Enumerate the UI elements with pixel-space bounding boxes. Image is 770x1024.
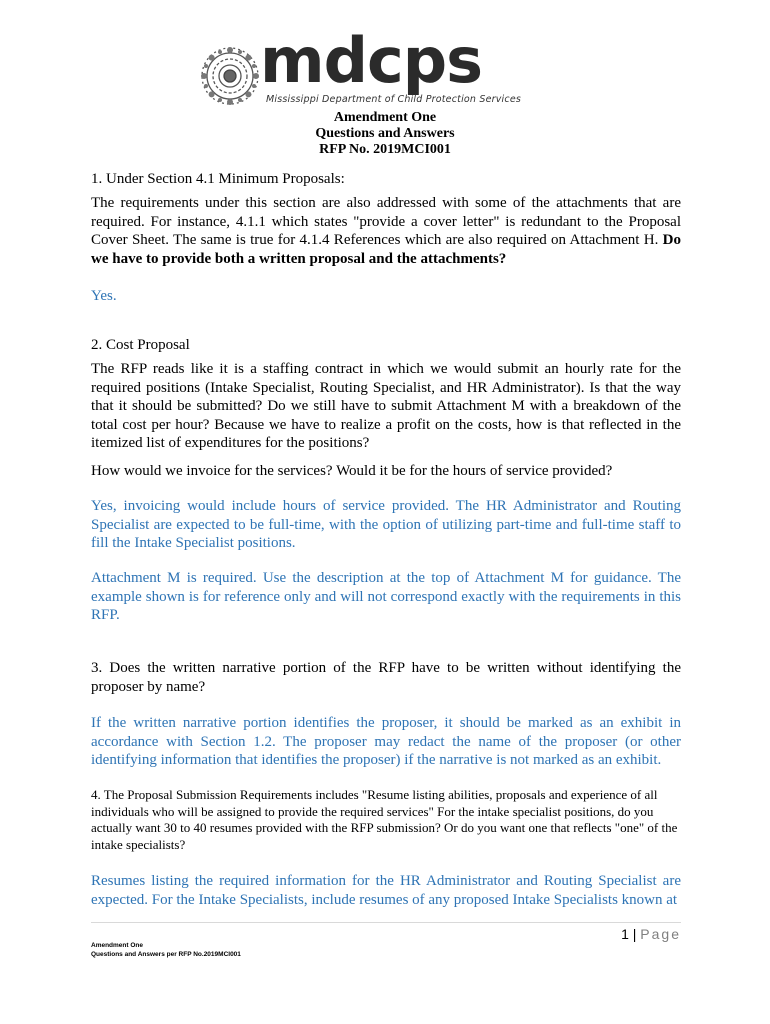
question-2-body: The RFP reads like it is a staffing contract in which we would submit an hourly rate for the required positions (Intake Specialist, Routing Specialist, and HR Administrator). Is that the way that it should be submitted? Do we still have to submit Attachment M with a breakdown of the total cost per hour? Because we have to realize a profit on the costs, how is that reflected in the itemized list of expenditures for the positions? [91, 361, 681, 451]
page-number [600, 926, 681, 942]
footer-text [91, 941, 241, 959]
footer-divider [91, 922, 681, 923]
page-number-value: 1 [621, 926, 629, 942]
page-label: Page [640, 926, 681, 942]
question-1-heading: 1. Under Section 4.1 Minimum Proposals: [91, 171, 345, 187]
question-2-invoice: How would we invoice for the services? Would it be for the hours of service provided? [91, 463, 613, 479]
question-2-heading: 2. Cost Proposal [91, 337, 190, 353]
question-1-bold-text: Do we have to provide both a written proposal and the attachments? [91, 232, 682, 267]
question-4: 4. The Proposal Submission Requirements includes "Resume listing abilities, proposals and experience of all individuals who will be assigned to provide the required services" For the intake specialist positions, do you actually want 30 to 40 resumes provided with the RFP submission? Or do you want one that reflects "one" of the intake specialists? [91, 787, 678, 852]
answer-3: If the written narrative portion identifies the proposer, it should be marked as an exhibit in accordance with Section 1.2. The proposer may redact the name of the proposer (or other identifying information that identifies the proposer) if the narrative is not marked as an exhibit. [91, 715, 681, 768]
mdcps-logo [198, 24, 578, 114]
header-rfp-number: RFP No. 2019MCI001 [319, 142, 451, 157]
logo-subtitle: Mississippi Department of Child Protection Services [266, 94, 522, 105]
question-1-body [91, 194, 681, 268]
ornamental-flower-icon [198, 44, 262, 108]
answer-2-invoicing: Yes, invoicing would include hours of service provided. The HR Administrator and Routing Specialist are expected to be full-time, with the option of utilizing part-time and full-time staff to fill the Intake Specialist positions. [91, 498, 681, 551]
question-1-text: The requirements under this section are also addressed with some of the attachments that are required. For instance, 4.1.1 which states "provide a cover letter" is redundant to the Proposal Cover Sheet. The same is true for 4.1.4 References which are also required on Attachment H. [91, 195, 681, 248]
header-subtitle: Questions and Answers [315, 126, 455, 141]
question-3: 3. Does the written narrative portion of the RFP have to be written without identifying the proposer by name? [91, 660, 681, 695]
footer-line-1: Amendment One [91, 942, 144, 949]
page-number-separator: | [632, 926, 637, 942]
answer-1: Yes. [91, 288, 117, 304]
header-title: Amendment One [333, 110, 437, 125]
logo-wordmark: mdcps [260, 24, 483, 97]
footer-line-2: Questions and Answers per RFP No.2019MCI001 [91, 951, 241, 958]
answer-4: Resumes listing the required information for the HR Administrator and Routing Specialist are expected. For the Intake Specialists, include resumes of any proposed Intake Specialists known at [91, 873, 681, 908]
answer-2-attachment-m: Attachment M is required. Use the description at the top of Attachment M for guidance. The example shown is for reference only and will not correspond exactly with the requirements in this RFP. [91, 570, 681, 623]
